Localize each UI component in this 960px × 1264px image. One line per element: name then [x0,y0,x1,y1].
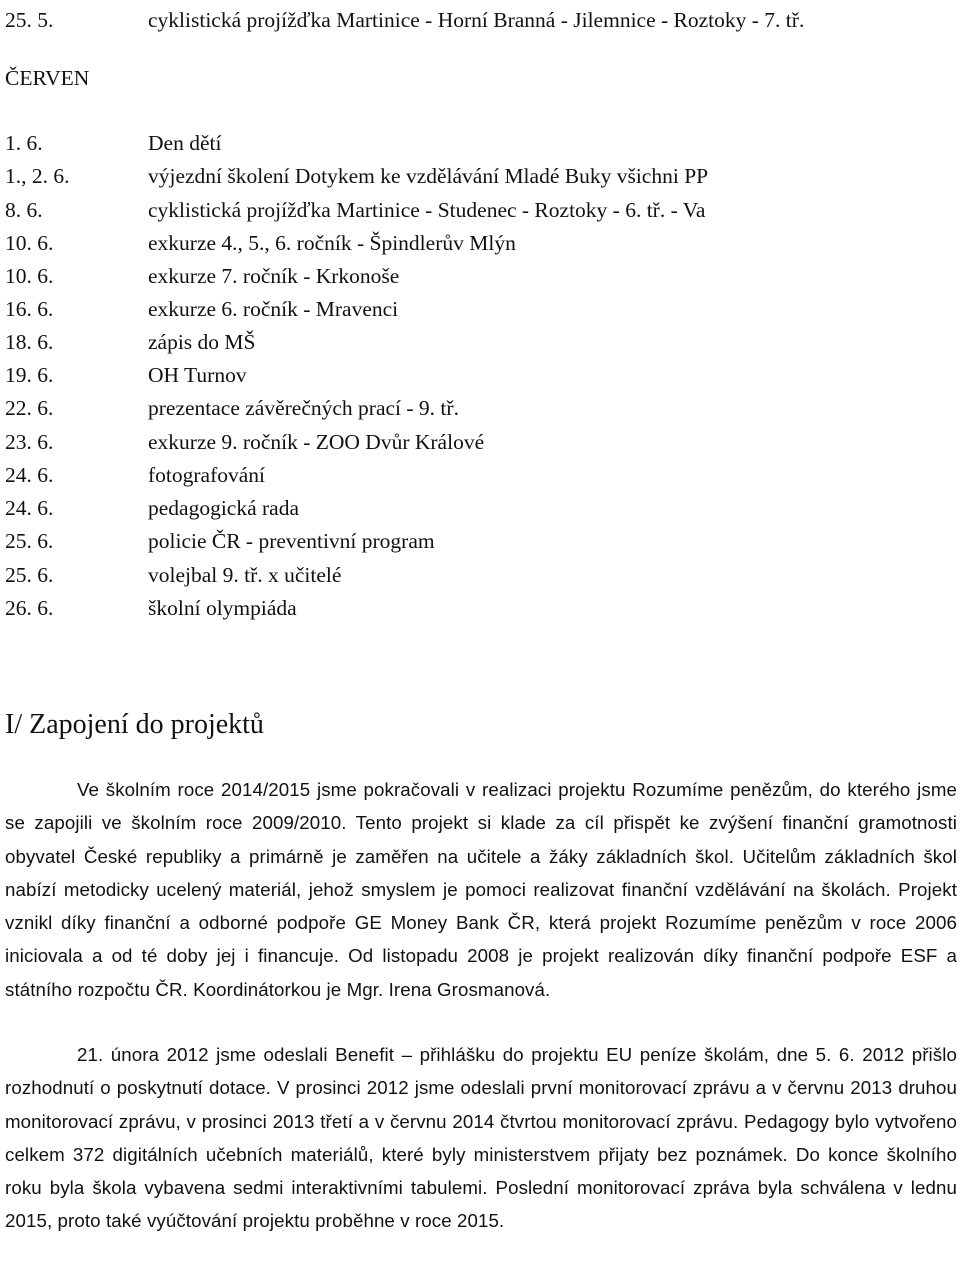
event-description: cyklistická projížďka Martinice - Horní Branná - Jilemnice - Roztoky - 7. tř. [148,8,805,32]
event-date: 25. 6. [5,529,54,553]
event-description: Den dětí [148,131,222,155]
event-date: 18. 6. [5,330,54,354]
event-date: 1. 6. [5,131,43,155]
event-description: policie ČR - preventivní program [148,529,435,553]
event-description: exkurze 9. ročník - ZOO Dvůr Králové [148,430,485,454]
event-description: OH Turnov [148,363,247,387]
event-description: výjezdní školení Dotykem ke vzdělávání Mladé Buky všichni PP [148,164,709,188]
event-date: 19. 6. [5,363,54,387]
event-description: zápis do MŠ [148,330,256,354]
event-date: 24. 6. [5,463,54,487]
event-date: 26. 6. [5,596,54,620]
event-date: 16. 6. [5,297,54,321]
event-date: 10. 6. [5,231,54,255]
event-description: pedagogická rada [148,496,300,520]
event-date: 23. 6. [5,430,54,454]
project-paragraph: 21. února 2012 jsme odeslali Benefit – přihlášku do projektu EU peníze školám, dne 5. 6. 2012 přišlo rozhodnutí o poskytnutí dotace. V prosinci 2012 jsme odeslali první monitorovací zprávu a v červnu 2013 druhou monitorovací zprávu, v prosinci 2013 třetí a v červnu 2014 čtvrtou monitorovací zprávu. Pedagogy bylo vytvořeno celkem 372 digitálních učebních materiálů, které byly ministerstvem přijaty bez poznámek. Do konce školního roku byla škola vybavena sedmi interaktivními tabulemi. Poslední monitorovací zpráva byla schválena v lednu 2015, proto také vyúčtování projektu proběhne v roce 2015. [5,1044,957,1232]
event-date: 25. 5. [5,8,54,32]
event-date: 22. 6. [5,396,54,420]
event-description: prezentace závěrečných prací - 9. tř. [148,396,459,420]
event-date: 24. 6. [5,496,54,520]
event-description: školní olympiáda [148,596,297,620]
event-date: 25. 6. [5,563,54,587]
event-description: exkurze 6. ročník - Mravenci [148,297,399,321]
event-description: volejbal 9. tř. x učitelé [148,563,342,587]
event-description: exkurze 4., 5., 6. ročník - Špindlerův Mlýn [148,231,516,255]
event-description: cyklistická projížďka Martinice - Studenec - Roztoky - 6. tř. - Va [148,198,706,222]
project-paragraph: Ve školním roce 2014/2015 jsme pokračovali v realizaci projektu Rozumíme penězům, do kterého jsme se zapojili ve školním roce 2009/2010. Tento projekt si klade za cíl přispět ke zvýšení finanční gramotnosti obyvatel České republiky a primárně je zaměřen na učitele a žáky základních škol. Učitelům základních škol nabízí metodicky ucelený materiál, jehož smyslem je pomoci realizovat finanční vzdělávání na školách. Projekt vznikl díky finanční a odborné podpoře GE Money Bank ČR, která projekt Rozumíme penězům v roce 2006 iniciovala a od té doby jej i financuje. Od listopadu 2008 je projekt realizován díky finanční podpoře ESF a státního rozpočtu ČR. Koordinátorkou je Mgr. Irena Grosmanová. [5,779,957,1000]
event-date: 8. 6. [5,198,43,222]
event-date: 1., 2. 6. [5,164,70,188]
month-heading: ČERVEN [5,66,90,90]
event-description: fotografování [148,463,266,487]
event-description: exkurze 7. ročník - Krkonoše [148,264,400,288]
event-date: 10. 6. [5,264,54,288]
section-heading: I/ Zapojení do projektů [5,709,264,740]
